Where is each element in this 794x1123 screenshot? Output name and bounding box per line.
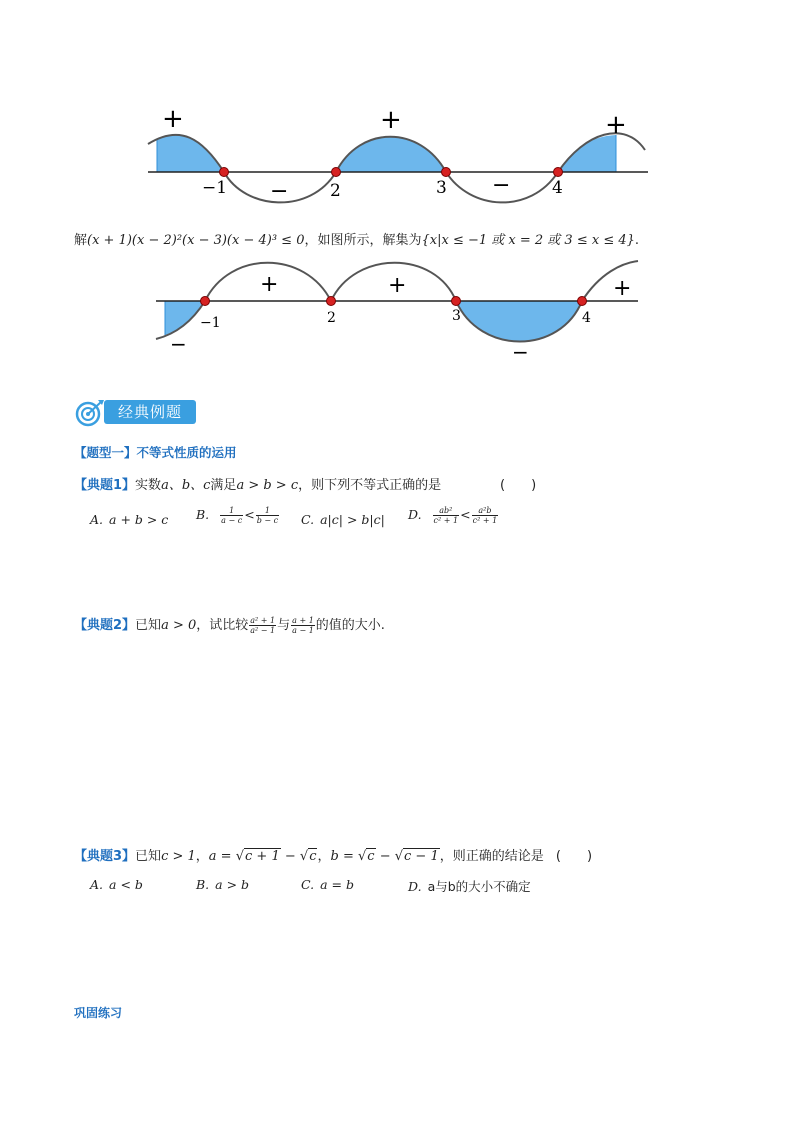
option-a[interactable]	[90, 877, 143, 892]
stem-condition: a > 0	[161, 618, 197, 633]
stem-text: 已知	[135, 618, 162, 633]
fraction: $\frac{\text{a²b}}{\text{c² + 1}}$	[472, 506, 498, 525]
root-point	[452, 297, 461, 306]
option-label: D.	[408, 507, 422, 522]
stem-text: ，	[317, 849, 331, 864]
b-definition: b =	[330, 849, 354, 864]
option-text: a = b	[320, 877, 354, 892]
sign-label: +	[613, 276, 632, 301]
sign-label: +	[162, 104, 184, 134]
example-3-stem: 【典题3】已知c > 1，a = √c + 1 − √c，b = √c − √c − 1，则正确的结论是 ( )	[74, 849, 593, 864]
fraction: $\frac{\text{ab²}}{\text{c² + 1}}$	[433, 506, 459, 525]
option-text: a与b的大小不确定	[427, 879, 531, 894]
stem-condition: a > b > c	[236, 478, 299, 493]
fraction: $\frac{\text{a² + 1}}{\text{a² − 1}}$	[250, 616, 276, 635]
example-2-stem	[74, 614, 385, 635]
root-label: 3	[436, 178, 447, 198]
answer-bracket[interactable]: ( )	[500, 478, 537, 493]
root-point	[554, 168, 563, 177]
option-d[interactable]	[408, 506, 499, 525]
positive-region-2	[336, 137, 446, 172]
stem-text: ，试比较	[196, 618, 249, 633]
option-label: C.	[301, 877, 315, 892]
option-d[interactable]	[408, 877, 531, 895]
solution-set: {x|x ≤ −1 或 x = 2 或 3 ≤ x ≤ 4}	[421, 233, 635, 248]
stem-text: 的值的大小.	[315, 618, 385, 633]
inequality-expression: (x + 1)(x − 2)²(x − 3)(x − 4)³ ≤ 0	[87, 233, 305, 248]
operator: <	[460, 507, 471, 522]
sign-label: −	[170, 332, 187, 356]
option-label: A.	[90, 877, 104, 892]
answer-bracket[interactable]: ( )	[555, 849, 593, 864]
option-label: B.	[196, 877, 210, 892]
option-c[interactable]	[301, 877, 354, 892]
fraction: $\frac{1}{b - c}$	[256, 506, 279, 525]
operator: −	[379, 849, 391, 864]
negative-region-1	[165, 301, 205, 335]
option-text: a|c| > b|c|	[320, 512, 385, 527]
root-label: 2	[330, 181, 341, 201]
example-1-stem	[74, 474, 441, 493]
fraction: $\frac{a + 1}{a - 1}$	[292, 616, 314, 635]
stem-text: ，则下列不等式正确的是	[298, 478, 442, 493]
stem-text: 与	[277, 618, 291, 633]
stem-text: 实数	[135, 478, 162, 493]
section-title: 经典例题	[104, 400, 196, 424]
root-point	[578, 297, 587, 306]
option-c[interactable]	[301, 512, 385, 527]
radicand: c	[309, 849, 317, 864]
section-banner	[74, 398, 214, 428]
fraction: $\frac{1}{a - c}$	[221, 506, 243, 525]
root-point	[201, 297, 210, 306]
stem-text: ，则正确的结论是	[439, 849, 544, 864]
paragraph-prefix: 解	[74, 233, 88, 248]
stem-condition: c > 1	[161, 849, 196, 864]
radicand: c + 1	[245, 849, 280, 864]
radicand: c	[367, 849, 375, 864]
paragraph-middle: ，如图所示，解集为	[304, 233, 422, 248]
a-definition: a =	[208, 849, 232, 864]
stem-text: 已知	[135, 849, 162, 864]
root-label: 2	[327, 310, 336, 326]
root-point	[327, 297, 336, 306]
example-3-tag: 【典题3】	[74, 849, 136, 864]
example-2-tag: 【典题2】	[74, 618, 136, 633]
option-b[interactable]	[196, 506, 280, 525]
option-text: a + b > c	[109, 512, 169, 527]
target-icon	[74, 398, 106, 428]
root-label: 4	[582, 310, 591, 326]
type-tag: 【题型一】	[74, 445, 137, 460]
option-label: D.	[408, 879, 422, 894]
sign-chart-figure-2	[150, 255, 650, 370]
example-1-tag: 【典题1】	[74, 478, 136, 493]
operator: <	[244, 507, 255, 522]
sign-label: +	[260, 272, 279, 297]
option-text: a < b	[109, 877, 143, 892]
root-label: −1	[200, 315, 221, 331]
sign-label: +	[388, 273, 407, 298]
option-label: B.	[196, 507, 210, 522]
root-label: 3	[452, 308, 461, 324]
solution-paragraph	[74, 229, 639, 248]
stem-text: ，	[195, 849, 209, 864]
sign-chart-figure-1	[140, 100, 660, 220]
option-label: A.	[90, 512, 104, 527]
root-point	[332, 168, 341, 177]
type-heading	[74, 443, 237, 461]
root-point	[220, 168, 229, 177]
positive-region-1	[157, 135, 224, 172]
root-label: 4	[552, 178, 563, 198]
option-label: C.	[301, 512, 315, 527]
option-a[interactable]	[90, 512, 168, 527]
sign-label: −	[270, 179, 289, 204]
sign-label: +	[605, 110, 627, 140]
root-point	[442, 168, 451, 177]
option-b[interactable]	[196, 877, 249, 892]
sign-label: −	[512, 340, 529, 364]
root-label: −1	[202, 178, 228, 198]
stem-text: 满足	[210, 478, 237, 493]
sign-label: +	[380, 105, 402, 135]
stem-vars: a、b、c	[161, 478, 211, 493]
option-text: a > b	[215, 877, 250, 892]
positive-region-3	[558, 135, 616, 172]
operator: −	[284, 849, 296, 864]
sign-label: −	[492, 173, 511, 198]
type-title: 不等式性质的运用	[136, 445, 237, 460]
radicand: c − 1	[404, 849, 439, 864]
negative-region-2	[456, 301, 582, 342]
paragraph-end: .	[634, 233, 640, 248]
practice-heading: 巩固练习	[74, 1006, 123, 1020]
